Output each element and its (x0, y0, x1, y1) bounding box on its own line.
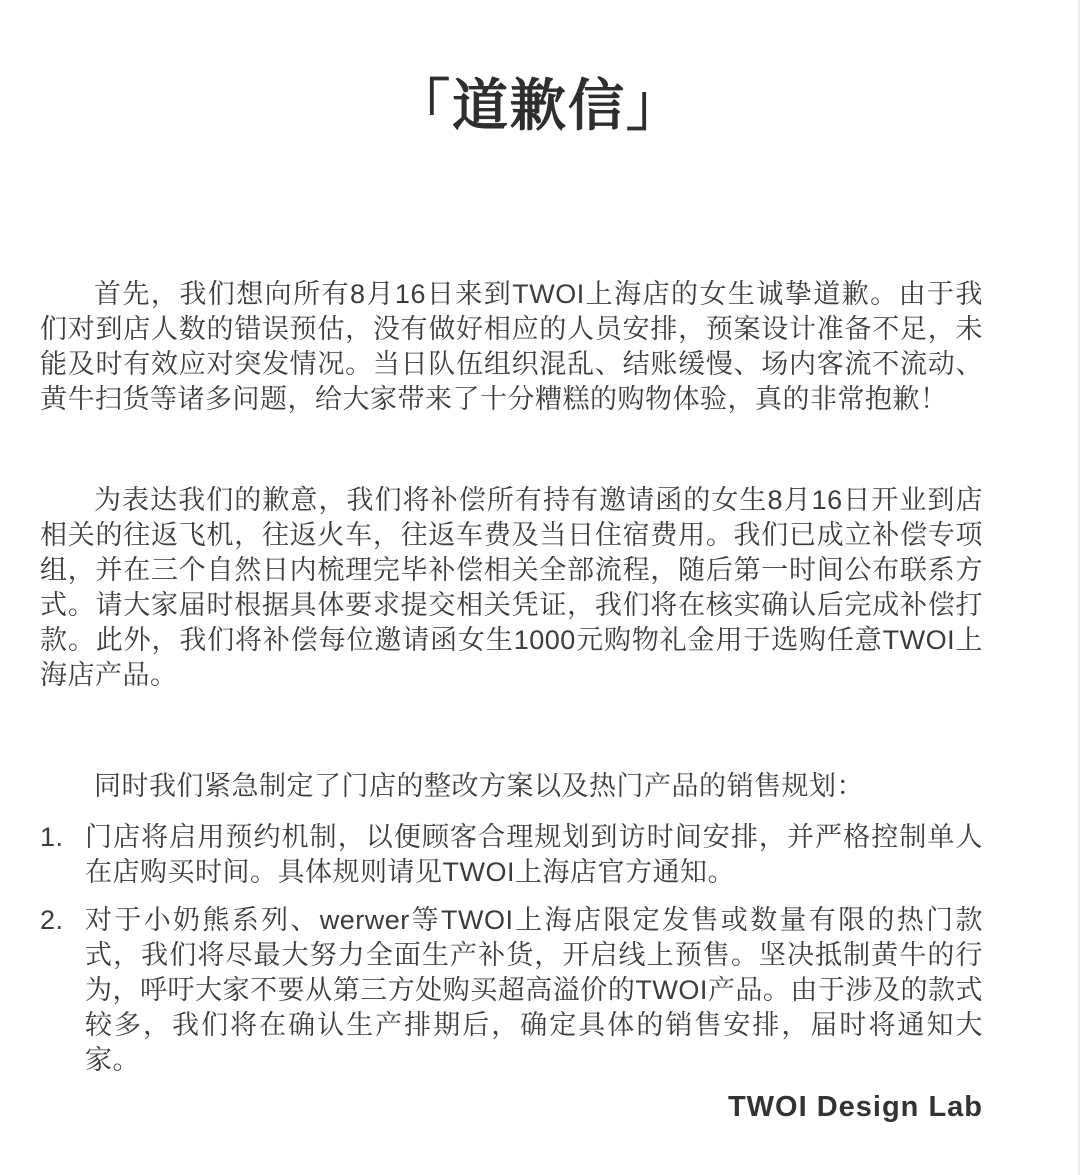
list-item-text: 对于小奶熊系列、werwer等TWOI上海店限定发售或数量有限的热门款式，我们将尽最大努力全面生产补货，开启线上预售。坚决抵制黄牛的行为，呼吁大家不要从第三方处购买超高溢价的TWOI产品。由于涉及的款式较多，我们将在确认生产排期后，确定具体的销售安排，届时将通知大家。 (85, 904, 983, 1075)
letter-body (40, 277, 983, 1078)
page-title: 「道歉信」 (394, 73, 684, 137)
plan-intro-line: 同时我们紧急制定了门店的整改方案以及热门产品的销售规划： (94, 770, 864, 801)
list-item (40, 903, 983, 1078)
list-item (40, 820, 983, 890)
list-item-text: 门店将启用预约机制，以便顾客合理规划到访时间安排，并严格控制单人在店购买时间。具体规则请见TWOI上海店官方通知。 (85, 821, 983, 887)
compensation-paragraph: 为表达我们的歉意，我们将补偿所有持有邀请函的女生8月16日开业到店相关的往返飞机，往返火车，往返车费及当日住宿费用。我们已成立补偿专项组，并在三个自然日内梳理完毕补偿相关全部流程，随后第一时间公布联系方式。请大家届时根据具体要求提交相关凭证，我们将在核实确认后完成补偿打款。此外，我们将补偿每位邀请函女生1000元购物礼金用于选购任意TWOI上海店产品。 (40, 484, 983, 690)
list-item-number: 2. (40, 904, 64, 935)
list-item-number: 1. (40, 821, 64, 852)
apology-paragraph: 首先，我们想向所有8月16日来到TWOI上海店的女生诚挚道歉。由于我们对到店人数的错误预估，没有做好相应的人员安排，预案设计准备不足，未能及时有效应对突发情况。当日队伍组织混乱、结账缓慢、场内客流不流动、黄牛扫货等诸多问题，给大家带来了十分糟糕的购物体验，真的非常抱歉！ (40, 278, 983, 414)
signature-brand: TWOI Design Lab (727, 1091, 983, 1123)
plan-list (40, 820, 983, 1078)
